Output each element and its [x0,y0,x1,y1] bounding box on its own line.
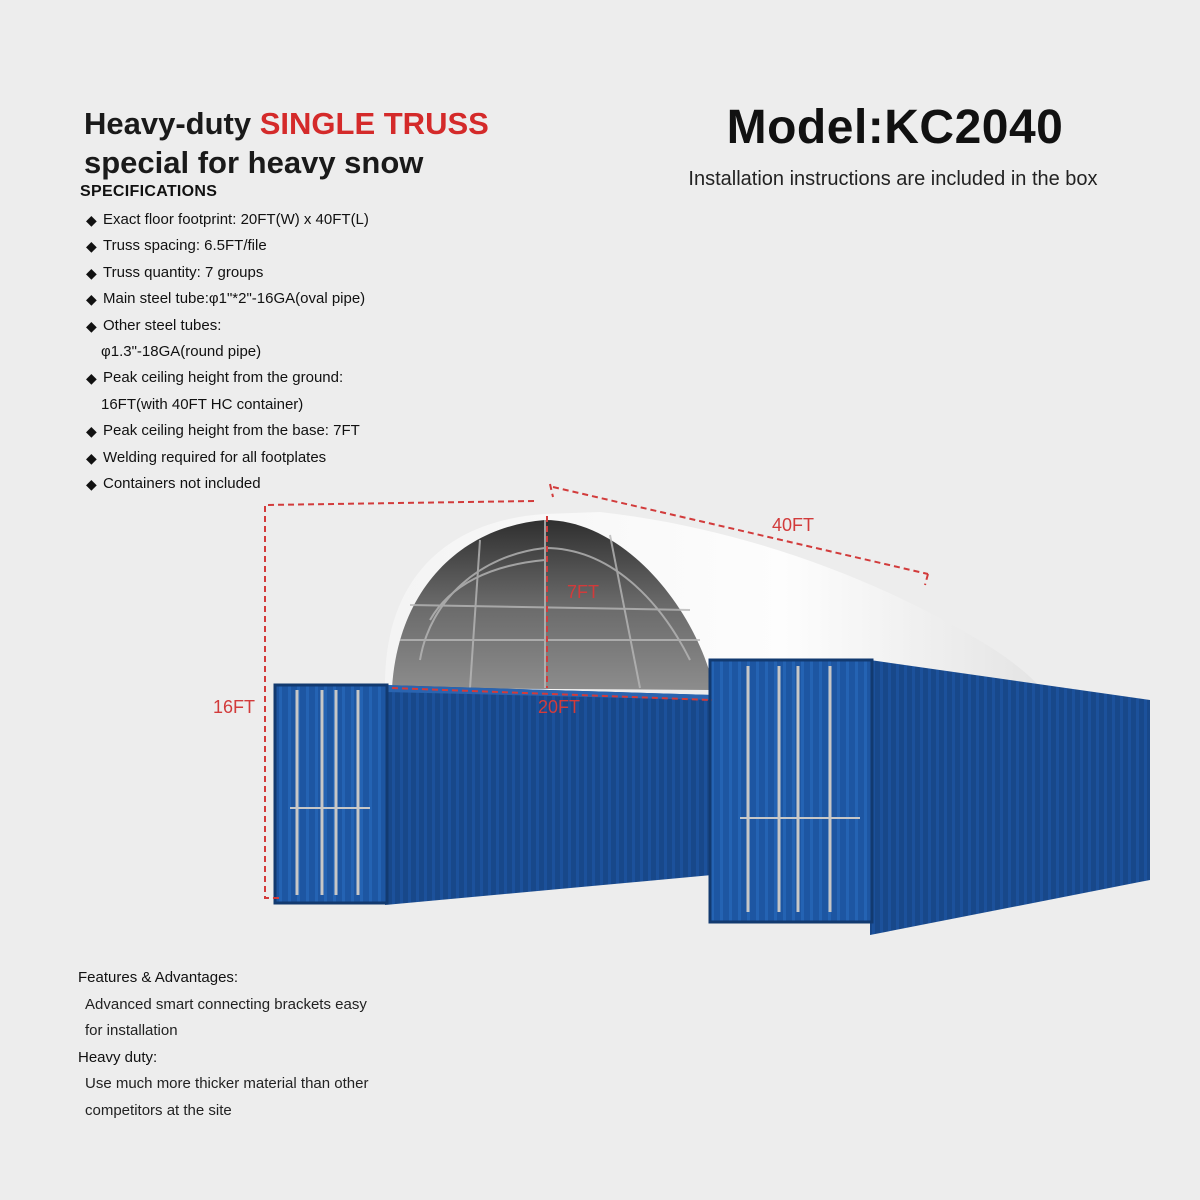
spec-text: Exact floor footprint: 20FT(W) x 40FT(L) [103,211,369,228]
diamond-bullet-icon: ◆ [86,449,97,466]
heavy-duty-line-2: competitors at the site [85,1101,232,1119]
headline-prefix: Heavy-duty [84,106,260,141]
diamond-bullet-icon: ◆ [86,212,97,228]
spec-text: Other steel tubes: [103,316,222,334]
diamond-bullet-icon: ◆ [86,317,97,334]
dim-total-height: 16FT [213,697,256,717]
left-container [275,685,712,905]
right-container [710,660,1150,935]
headline-line-2: special for heavy snow [84,145,424,180]
dim-length: 40FT [772,515,815,535]
spec-text: Truss quantity: 7 groups [103,263,264,281]
dim-inner-height: 7FT [567,582,600,602]
features-para-line-1: Advanced smart connecting brackets easy [85,995,367,1013]
diamond-bullet-icon: ◆ [86,423,97,440]
spec-continuation: 16FT(with 40FT HC container) [101,395,304,413]
diamond-bullet-icon: ◆ [86,291,97,308]
headline-accent: SINGLE TRUSS [259,106,489,141]
spec-text: Peak ceiling height from the base: 7FT [103,422,360,440]
spec-text: Peak ceiling height from the ground: [103,369,344,387]
diamond-bullet-icon: ◆ [86,238,97,255]
spec-text: Truss spacing: 6.5FT/file [103,237,267,255]
install-note: Installation instructions are included in the box [688,168,1098,190]
specs-title: SPECIFICATIONS [80,183,218,200]
features-section [78,965,368,1124]
heavy-duty-line-1: Use much more thicker material than other [85,1075,369,1092]
heavy-duty-heading: Heavy duty: [78,1048,158,1066]
spec-text: Welding required for all footplates [103,448,327,466]
model-title: Model:KC2040 [726,101,1064,154]
diamond-bullet-icon: ◆ [86,370,97,387]
features-heading: Features & Advantages: [78,969,239,986]
features-para-line-2: for installation [85,1022,178,1039]
diamond-bullet-icon: ◆ [86,264,97,281]
spec-text: Main steel tube:φ1"*2"-16GA(oval pipe) [103,290,366,308]
spec-text: Containers not included [103,475,261,493]
dim-width: 20FT [538,697,581,717]
diamond-bullet-icon: ◆ [86,476,97,493]
spec-continuation: φ1.3"-18GA(round pipe) [101,343,262,361]
